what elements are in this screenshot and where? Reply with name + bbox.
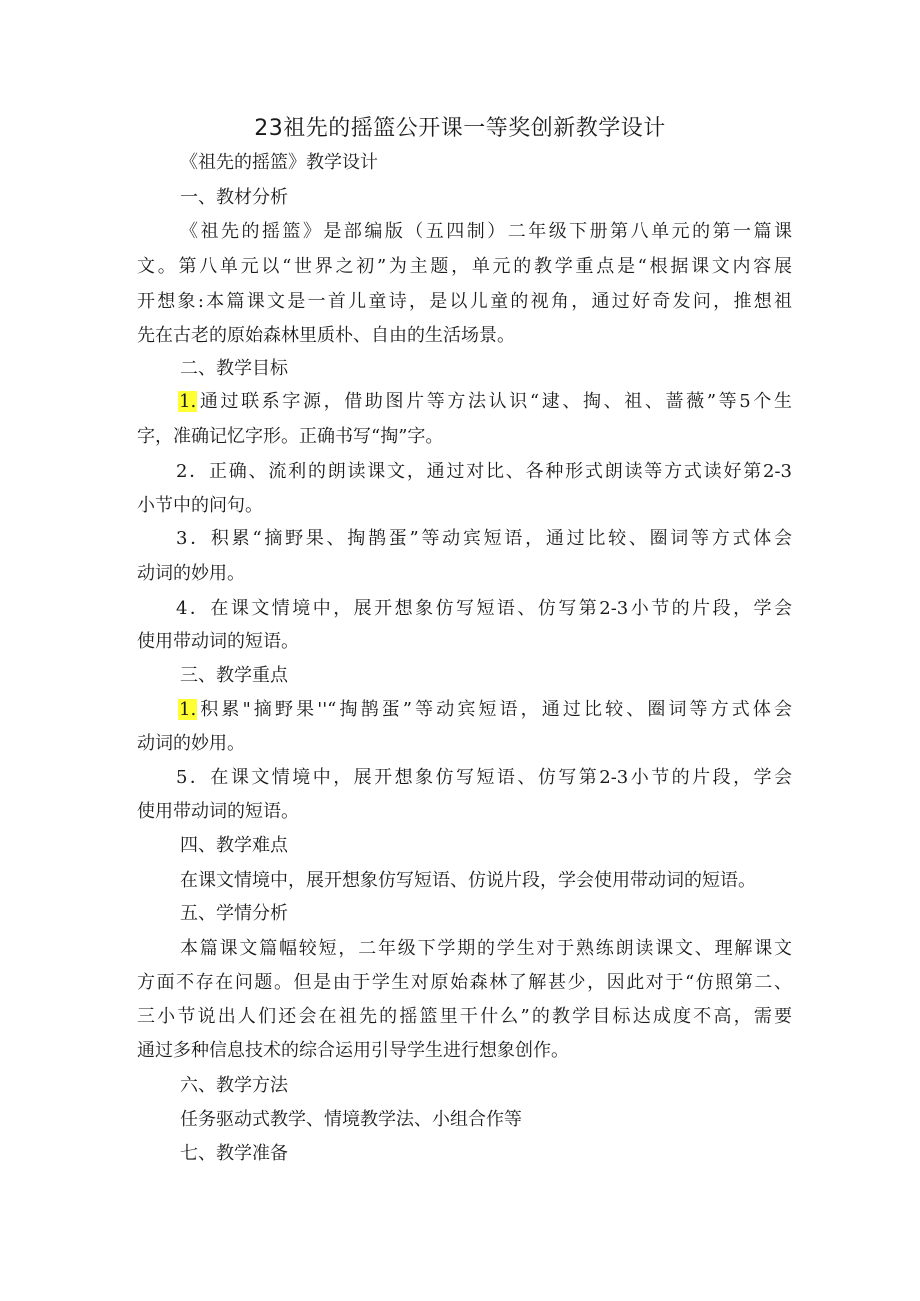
list-item-line: 5．在课文情境中，展开想象仿写短语、仿写第2-3小节的片段，学会: [176, 767, 792, 788]
section-heading-student-analysis: 五、学情分析: [180, 903, 288, 924]
list-item-line: 3．积累“摘野果、掏鹊蛋”等动宾短语，通过比较、圈词等方式体会: [176, 528, 792, 549]
list-item-line: 使用带动词的短语。: [137, 801, 299, 822]
list-item-line: 动词的妙用。: [137, 733, 245, 754]
list-item-line: 4．在课文情境中，展开想象仿写短语、仿写第2-3小节的片段，学会: [176, 598, 792, 619]
highlighted-number: 1.: [179, 391, 197, 412]
paragraph-line: 通过多种信息技术的综合运用引导学生进行想象创作。: [137, 1040, 569, 1061]
list-item-line: 动词的妙用。: [137, 563, 245, 584]
paragraph-line: 《祖先的摇篮》是部编版（五四制）二年级下册第八单元的第一篇课: [180, 221, 792, 242]
section-heading-teaching-goals: 二、教学目标: [180, 358, 288, 379]
list-item-text: 通过联系字源，借助图片等方法认识“逮、掏、祖、蔷薇”等5个生: [197, 391, 792, 412]
list-item-line: 字，准确记忆字形。正确书写“掏”字。: [137, 426, 444, 447]
paragraph-line: 任务驱动式教学、情境教学法、小组合作等: [180, 1109, 522, 1130]
paragraph-line: 开想象:本篇课文是一首儿童诗，是以儿童的视角，通过好奇发问，推想祖: [137, 291, 792, 312]
highlighted-number: 1.: [179, 699, 197, 720]
list-item-line: [178, 695, 792, 725]
paragraph-line: 方面不存在问题。但是由于学生对原始森林了解甚少，因此对于“仿照第二、: [137, 972, 792, 993]
section-heading-textbook-analysis: 一、教材分析: [180, 187, 288, 208]
page-title: 23祖先的摇篮公开课一等奖创新教学设计: [254, 116, 666, 141]
list-item-line: 小节中的问句。: [137, 495, 263, 516]
list-item-text: 积累"摘野果''“掏鹊蛋”等动宾短语，通过比较、圈词等方式体会: [197, 699, 792, 720]
paragraph-line: 文。第八单元以“世界之初”为主题，单元的教学重点是“根据课文内容展: [137, 256, 792, 277]
list-item-line: 2．正确、流利的朗读课文，通过对比、各种形式朗读等方式读好第2-3: [176, 461, 792, 482]
paragraph-line: 先在古老的原始森林里质朴、自由的生活场景。: [137, 325, 515, 346]
section-heading-teaching-focus: 三、教学重点: [180, 665, 288, 686]
list-item-line: [178, 387, 792, 417]
paragraph-line: 在课文情境中，展开想象仿写短语、仿说片段，学会使用带动词的短语。: [180, 870, 756, 891]
paragraph-line: 本篇课文篇幅较短，二年级下学期的学生对于熟练朗读课文、理解课文: [180, 938, 792, 959]
section-heading-teaching-methods: 六、教学方法: [180, 1075, 288, 1096]
document-subtitle: 《祖先的摇篮》教学设计: [180, 152, 378, 173]
paragraph-line: 三小节说出人们还会在祖先的摇篮里干什么”的教学目标达成度不高，需要: [137, 1006, 792, 1027]
list-item-line: 使用带动词的短语。: [137, 631, 299, 652]
section-heading-teaching-preparation: 七、教学准备: [180, 1143, 288, 1164]
section-heading-teaching-difficulty: 四、教学难点: [180, 835, 288, 856]
